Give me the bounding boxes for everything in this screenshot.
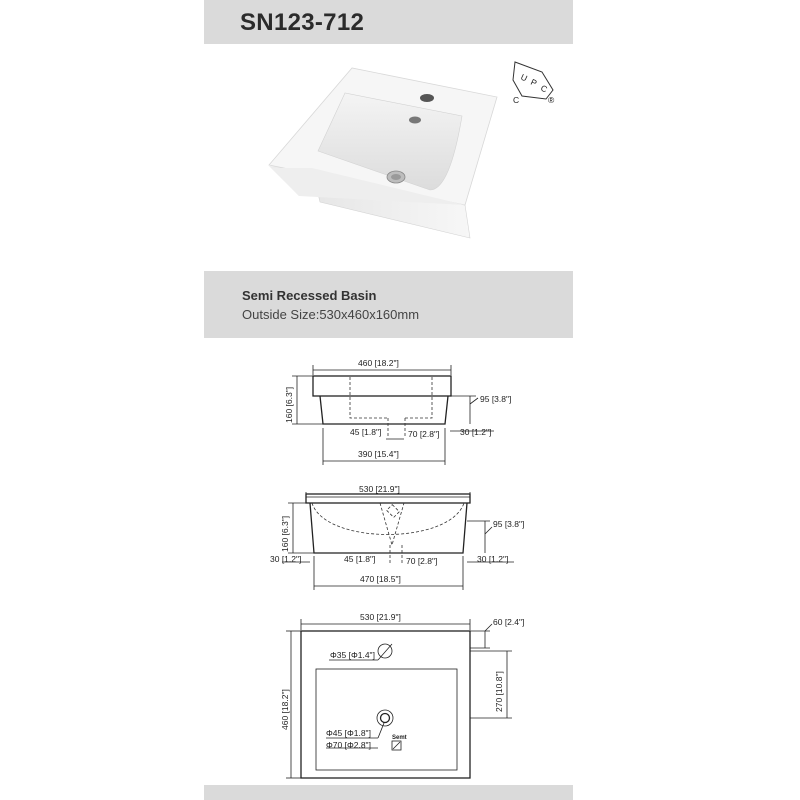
- footer-band: [204, 785, 573, 800]
- top-tap-offset: 60 [2.4"]: [493, 617, 525, 627]
- tap-hole-icon: [420, 94, 434, 102]
- basin-photo: [269, 68, 497, 238]
- cert-left-mark: C: [513, 95, 520, 105]
- drain-outer-circle: [377, 710, 393, 726]
- top-height: 460 [18.2"]: [280, 689, 290, 730]
- top-tap-hole: Φ35 [Φ1.4"]: [330, 650, 375, 660]
- side-drain-right: 70 [2.8"]: [408, 429, 440, 439]
- front-drain-right: 70 [2.8"]: [406, 556, 438, 566]
- front-depth-right: 95 [3.8"]: [493, 519, 525, 529]
- top-top-width: 530 [21.9"]: [360, 612, 401, 622]
- cert-letter-p: P: [529, 76, 539, 89]
- front-rim-left: 30 [1.2"]: [270, 554, 302, 564]
- cert-letter-c: C: [539, 82, 549, 95]
- product-name: Semi Recessed Basin: [242, 288, 377, 303]
- outside-size: Outside Size:530x460x160mm: [242, 307, 420, 322]
- cert-right-mark: ®: [548, 95, 555, 105]
- logo-mark-text: Semt: [392, 735, 407, 741]
- front-rim-right: 30 [1.2"]: [477, 554, 509, 564]
- drain-inner-circle: [381, 714, 390, 723]
- side-bottom-width: 390 [15.4"]: [358, 449, 399, 459]
- cert-letter-u: U: [519, 71, 529, 84]
- side-depth-right: 95 [3.8"]: [480, 394, 512, 404]
- model-title: SN123-712: [240, 9, 365, 36]
- cupc-certification-icon: [513, 62, 555, 105]
- top-bowl-depth: 270 [10.8"]: [494, 671, 504, 712]
- side-top-width: 460 [18.2"]: [358, 358, 399, 368]
- overflow-hole-icon: [409, 117, 421, 124]
- side-rim-right: 30 [1.2"]: [460, 427, 492, 437]
- front-view-drawing: [270, 484, 524, 590]
- description-band: [204, 271, 573, 338]
- top-view-drawing: [280, 612, 524, 778]
- front-bottom-width: 470 [18.5"]: [360, 574, 401, 584]
- side-view-drawing: [284, 358, 511, 465]
- top-drain-outer: Φ70 [Φ2.8"]: [326, 740, 371, 750]
- side-drain-left: 45 [1.8"]: [350, 427, 382, 437]
- front-top-width: 530 [21.9"]: [359, 484, 400, 494]
- front-height: 160 [6.3"]: [280, 515, 290, 552]
- side-height: 160 [6.3"]: [284, 386, 294, 423]
- top-drain-inner: Φ45 [Φ1.8"]: [326, 728, 371, 738]
- front-drain-left: 45 [1.8"]: [344, 554, 376, 564]
